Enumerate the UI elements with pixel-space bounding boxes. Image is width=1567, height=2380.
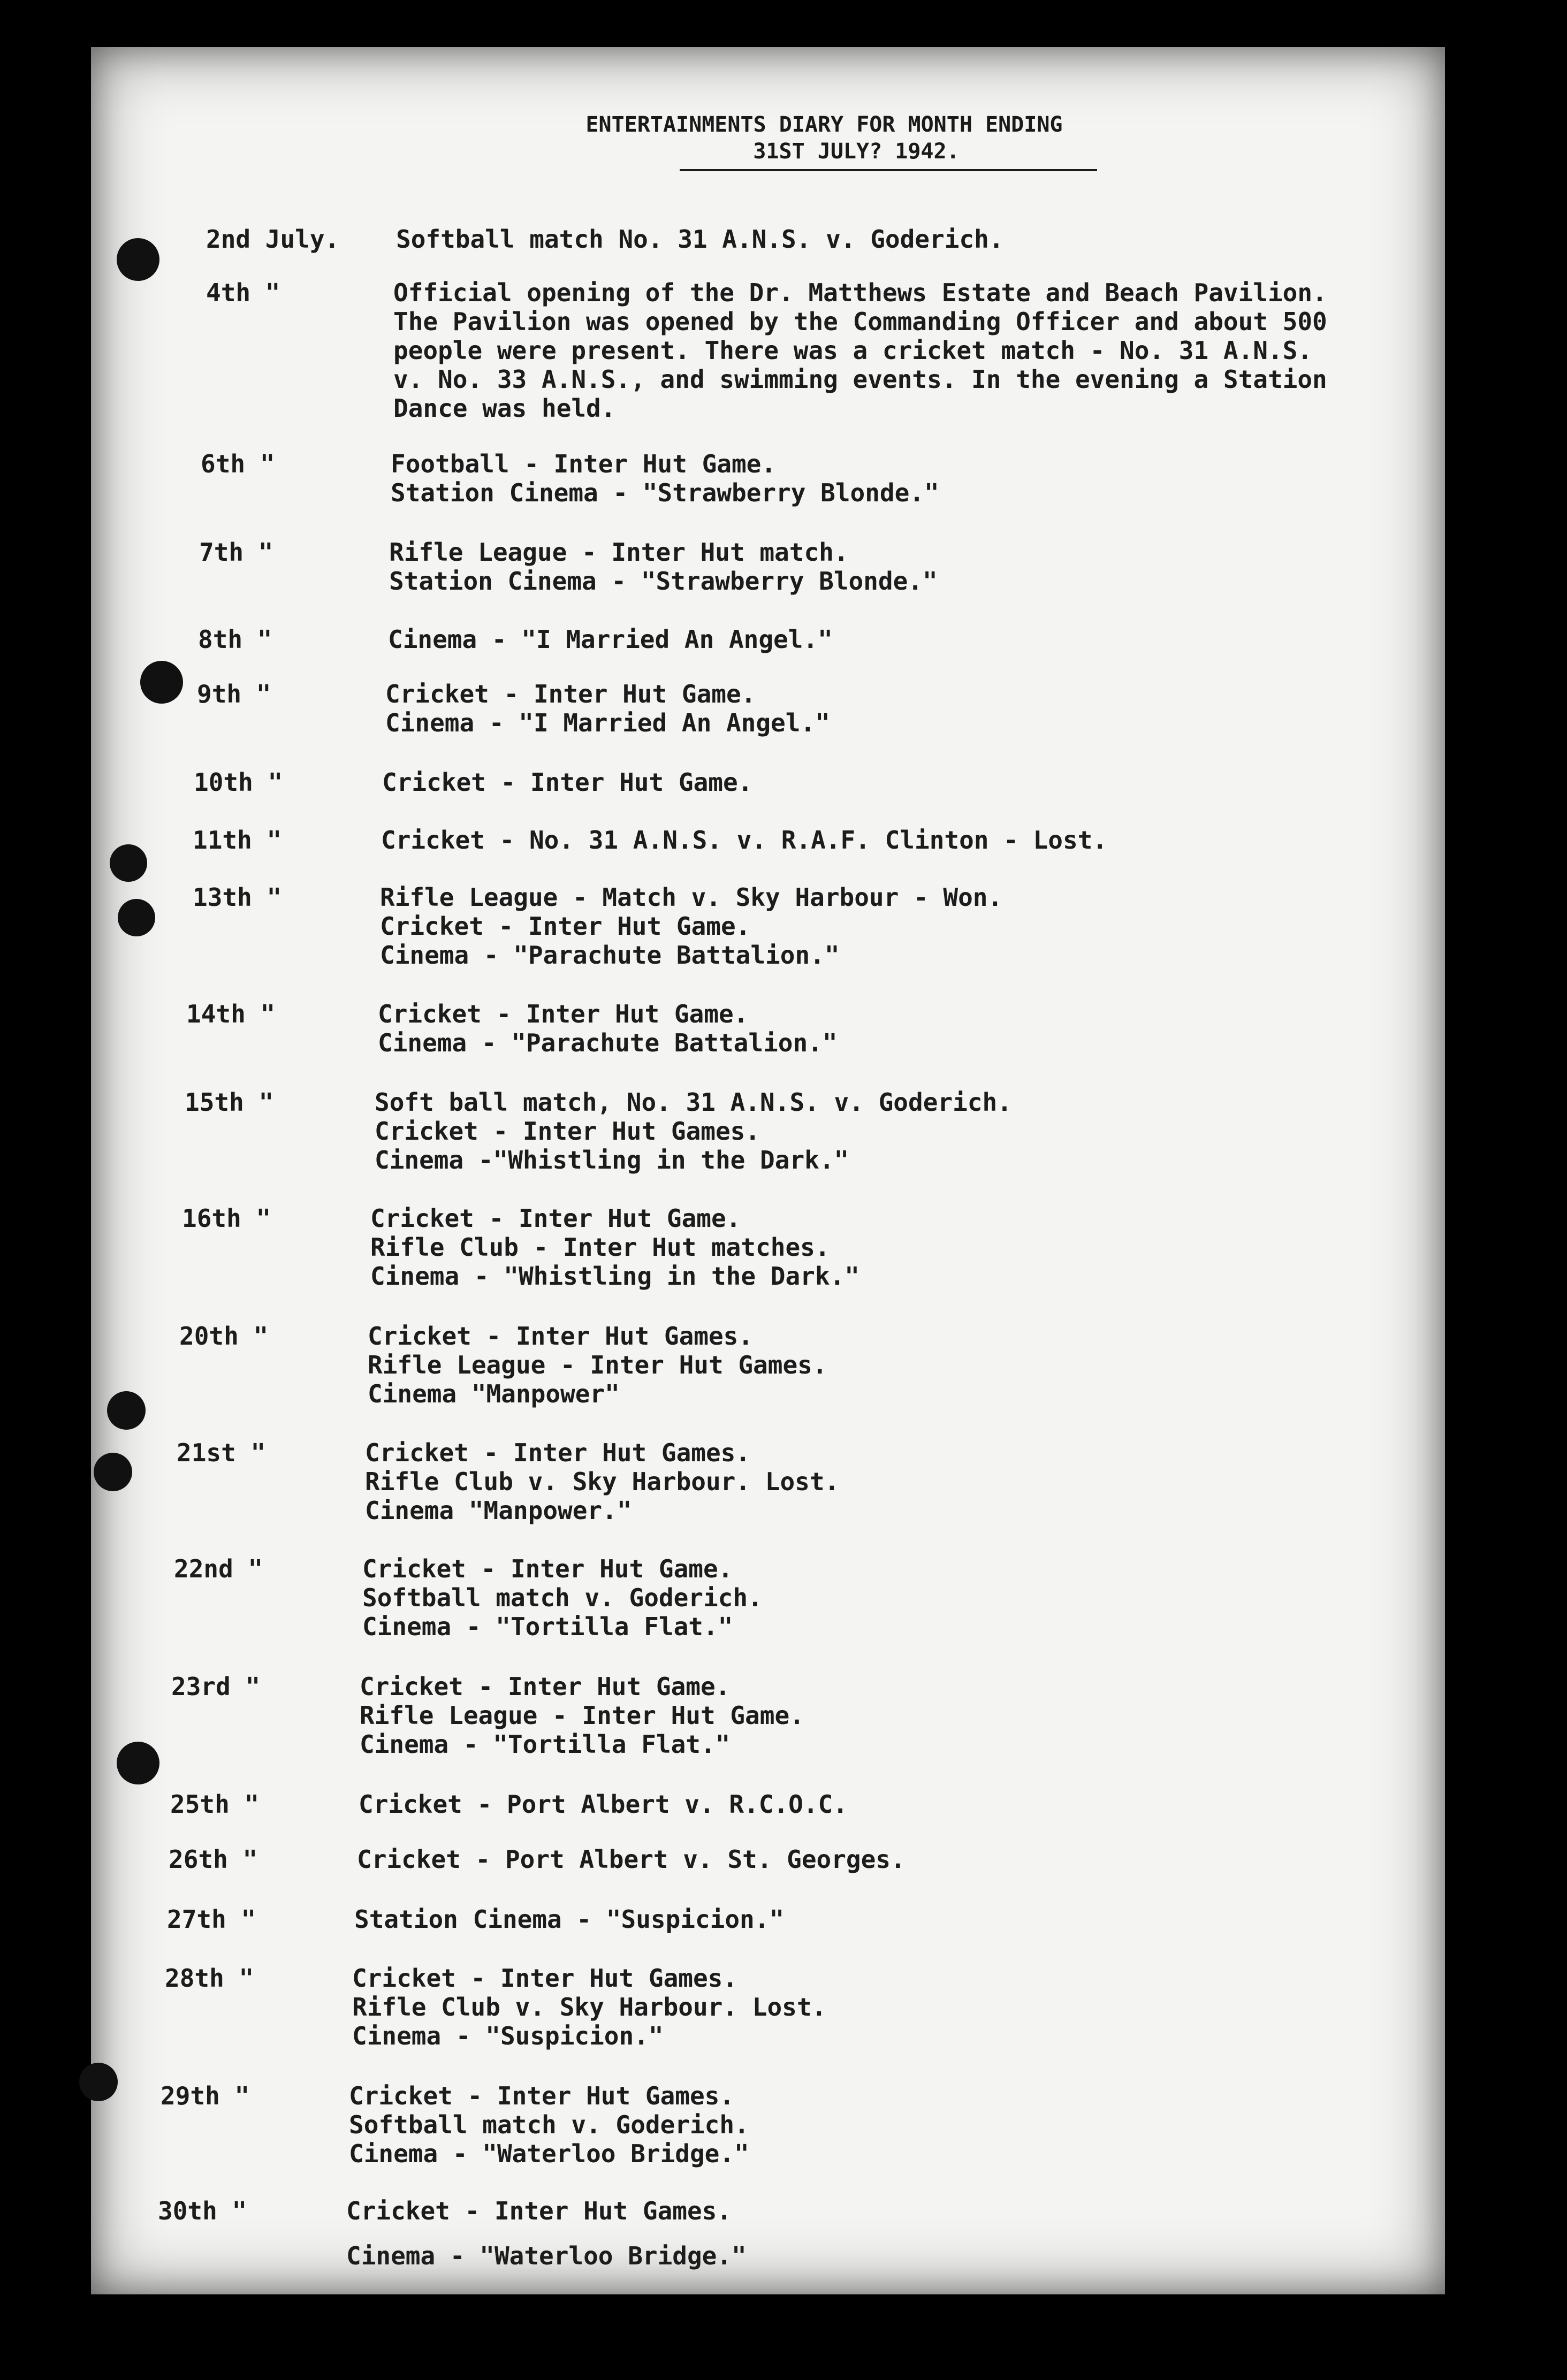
entry-date: 10th " bbox=[194, 768, 283, 797]
entry-line: Cricket - Inter Hut Game. bbox=[378, 1000, 749, 1028]
entry-line: Cricket - Inter Hut Game. bbox=[380, 912, 751, 941]
page-subtitle bbox=[557, 139, 1092, 164]
entry-line: Cricket - Inter Hut Games. bbox=[368, 1322, 754, 1351]
entry-line: Cinema - "I Married An Angel." bbox=[388, 625, 833, 654]
entry-line: Cinema - "Whistling in the Dark." bbox=[370, 1262, 859, 1291]
entry-line: v. No. 33 A.N.S., and swimming events. In the evening a Station bbox=[393, 365, 1327, 394]
entry-line: Official opening of the Dr. Matthews Estate and Beach Pavilion. bbox=[393, 278, 1327, 307]
entry-line: Cricket - Inter Hut Games. bbox=[346, 2196, 732, 2225]
entry-line: Cinema - "I Married An Angel." bbox=[385, 708, 830, 737]
entry-date: 26th " bbox=[169, 1845, 258, 1874]
entry-line: Cricket - Inter Hut Game. bbox=[382, 768, 753, 797]
entry-date: 29th " bbox=[161, 2081, 250, 2110]
title-line-2: 31ST JULY? 1942. bbox=[753, 139, 960, 164]
entry-line: Cinema - "Tortilla Flat." bbox=[362, 1612, 733, 1641]
entry-line: Cricket - No. 31 A.N.S. v. R.A.F. Clinton - Lost. bbox=[381, 826, 1108, 855]
entry-line: Cricket - Port Albert v. St. Georges. bbox=[357, 1845, 906, 1874]
title-underline bbox=[680, 169, 1097, 171]
entry-line: Cinema -"Whistling in the Dark." bbox=[375, 1146, 849, 1174]
entry-date: 27th " bbox=[167, 1905, 256, 1934]
entry-line: Cinema - "Parachute Battalion." bbox=[378, 1028, 838, 1057]
entry-date: 23rd " bbox=[171, 1672, 261, 1701]
entry-line: Softball match v. Goderich. bbox=[349, 2110, 749, 2139]
entry-line: Cricket - Inter Hut Games. bbox=[375, 1117, 760, 1146]
entry-line: Cinema - "Waterloo Bridge." bbox=[349, 2139, 749, 2168]
entry-line: Softball match v. Goderich. bbox=[362, 1583, 763, 1612]
punch-hole bbox=[117, 1742, 159, 1784]
entry-line: Cinema - "Waterloo Bridge." bbox=[346, 2241, 747, 2270]
entry-date: 9th " bbox=[197, 680, 271, 708]
entry-date: 15th " bbox=[185, 1088, 274, 1117]
punch-hole bbox=[118, 899, 155, 936]
punch-hole bbox=[140, 661, 183, 704]
entry-line: Rifle Club v. Sky Harbour. Lost. bbox=[352, 1993, 827, 2022]
entry-line: Station Cinema - "Strawberry Blonde." bbox=[389, 567, 938, 596]
punch-hole bbox=[110, 844, 147, 882]
entry-date: 16th " bbox=[182, 1204, 271, 1233]
entry-line: Football - Inter Hut Game. bbox=[391, 449, 777, 478]
entry-date: 21st " bbox=[177, 1438, 266, 1467]
entry-line: Station Cinema - "Strawberry Blonde." bbox=[391, 478, 939, 507]
entry-line: Station Cinema - "Suspicion." bbox=[354, 1905, 785, 1934]
punch-hole bbox=[107, 1391, 146, 1430]
entry-line: Rifle League - Match v. Sky Harbour - Won. bbox=[380, 883, 1003, 912]
entry-date: 8th " bbox=[198, 625, 272, 654]
entry-line: Cinema "Manpower" bbox=[368, 1379, 620, 1408]
entry-line: Rifle Club - Inter Hut matches. bbox=[370, 1233, 830, 1262]
entry-line: Rifle League - Inter Hut Game. bbox=[360, 1701, 804, 1730]
entry-date: 20th " bbox=[179, 1322, 269, 1351]
entry-date: 25th " bbox=[170, 1790, 260, 1819]
entry-line: Cricket - Inter Hut Games. bbox=[349, 2081, 735, 2110]
entry-date: 30th " bbox=[158, 2196, 247, 2225]
entry-line: Soft ball match, No. 31 A.N.S. v. Goderich. bbox=[375, 1088, 1012, 1117]
entry-date: 14th " bbox=[186, 1000, 276, 1028]
entry-date: 22nd " bbox=[174, 1554, 263, 1583]
entry-line: Cinema "Manpower." bbox=[365, 1496, 632, 1525]
entry-date: 28th " bbox=[165, 1964, 254, 1993]
page-title bbox=[557, 112, 1092, 137]
punch-hole bbox=[94, 1453, 132, 1491]
entry-line: Cricket - Inter Hut Game. bbox=[360, 1672, 731, 1701]
entry-date: 7th " bbox=[199, 538, 273, 567]
punch-hole bbox=[117, 238, 159, 281]
entry-line: Rifle Club v. Sky Harbour. Lost. bbox=[365, 1467, 840, 1496]
entry-date: 6th " bbox=[201, 449, 275, 478]
entry-date: 13th " bbox=[193, 883, 282, 912]
entry-line: people were present. There was a cricket match - No. 31 A.N.S. bbox=[393, 336, 1313, 365]
entry-line: Dance was held. bbox=[393, 394, 616, 423]
title-line-1: ENTERTAINMENTS DIARY FOR MONTH ENDING bbox=[585, 112, 1063, 137]
entry-line: Cinema - "Suspicion." bbox=[352, 2022, 664, 2050]
entry-line: Rifle League - Inter Hut match. bbox=[389, 538, 849, 567]
entry-line: Cricket - Inter Hut Games. bbox=[365, 1438, 751, 1467]
entry-date: 2nd July. bbox=[206, 225, 340, 254]
entry-date: 11th " bbox=[193, 826, 282, 855]
entry-line: Cricket - Port Albert v. R.C.O.C. bbox=[359, 1790, 848, 1819]
entry-line: Cricket - Inter Hut Games. bbox=[352, 1964, 738, 1993]
entry-line: Cinema - "Parachute Battalion." bbox=[380, 941, 840, 970]
entry-line: Rifle League - Inter Hut Games. bbox=[368, 1351, 827, 1379]
entry-line: Cricket - Inter Hut Game. bbox=[370, 1204, 741, 1233]
punch-hole bbox=[79, 2063, 118, 2101]
entry-line: The Pavilion was opened by the Commanding Officer and about 500 bbox=[393, 307, 1327, 336]
entry-line: Cricket - Inter Hut Game. bbox=[385, 680, 756, 708]
entry-line: Cinema - "Tortilla Flat." bbox=[360, 1730, 731, 1759]
entry-date: 4th " bbox=[206, 278, 280, 307]
entry-line: Cricket - Inter Hut Game. bbox=[362, 1554, 733, 1583]
entry-line: Softball match No. 31 A.N.S. v. Goderich. bbox=[396, 225, 1004, 254]
